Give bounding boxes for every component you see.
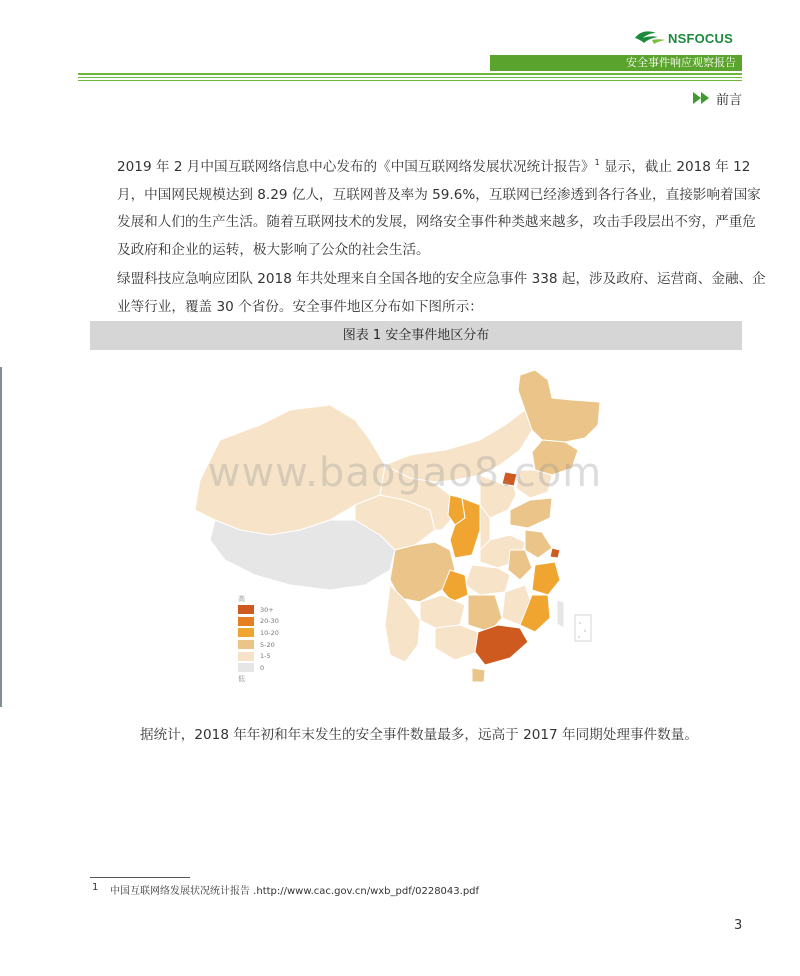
footnote-number: 1 (92, 882, 99, 893)
legend-high-label: 高 (238, 595, 245, 603)
map-region-taiwan (557, 600, 564, 628)
legend-item (238, 650, 279, 662)
summary-paragraph: 据统计，2018 年年初和年末发生的安全事件数量最多，远高于 2017 年同期处理事件数量。 (140, 727, 698, 743)
header-rule (78, 80, 742, 81)
legend-item (238, 604, 279, 616)
legend-swatch (238, 617, 254, 626)
nsfocus-logo (634, 26, 733, 50)
legend-swatch (238, 605, 254, 614)
legend-label: 1-5 (260, 652, 271, 661)
legend-item (238, 639, 279, 651)
logo-text: NSFOCUS (668, 30, 733, 46)
footnote-text[interactable]: 中国互联网络发展状况统计报告 .http://www.cac.gov.cn/wxb_pdf/0228043.pdf (110, 886, 480, 897)
map-region-hainan (472, 668, 485, 682)
figure-caption: 图表 1 安全事件地区分布 (90, 321, 742, 350)
footnote-ref[interactable]: 1 (594, 158, 600, 167)
logo-bird-icon (634, 29, 666, 47)
legend-label: 30+ (260, 605, 274, 614)
map-region-anhui (508, 550, 532, 580)
legend-label: 20-30 (260, 617, 279, 626)
map-region-shanghai (550, 548, 560, 558)
map-region-guangdong (475, 625, 528, 665)
page-edge-line (0, 367, 2, 707)
legend-item (238, 627, 279, 639)
legend-swatch (238, 663, 254, 672)
legend-swatch (238, 628, 254, 637)
legend-label: 0 (260, 663, 265, 672)
intro-text-end: 显示，截止 2018 年 12 月，中国网民规模达到 8.29 亿人，互联网普及率为 59.6%，互联网已经渗透到各行各业，直接影响着国家发展和人们的生产生活。随着互联网技术的发展，网络安全事件种类越来越多，攻击手段层出不穷，严重危及政府和企业的运转，极大影响了公众的社会生活。 (117, 159, 761, 258)
legend-label: 5-20 (260, 640, 275, 649)
legend-item (238, 662, 279, 674)
map-region-guangxi (435, 625, 478, 660)
map-legend (238, 594, 279, 684)
section-label (693, 89, 742, 107)
legend-swatch (238, 652, 254, 661)
legend-item (238, 616, 279, 628)
header-rule (78, 77, 742, 78)
map-region-jiangsu (525, 530, 552, 558)
intro-paragraph (90, 149, 769, 264)
report-title-band: 安全事件响应观察报告 (490, 55, 742, 71)
map-region-tibet (210, 520, 395, 590)
legend-low-label: 低 (238, 674, 245, 683)
map-region-guizhou (420, 595, 465, 628)
page-number: 3 (734, 918, 743, 933)
header-rule (78, 73, 742, 75)
legend-label: 10-20 (260, 628, 279, 637)
double-arrow-icon (693, 92, 711, 104)
map-region-hubei (465, 565, 510, 595)
watermark: www.baogao8.com (207, 450, 603, 496)
map-region-zhejiang (532, 562, 560, 595)
legend-swatch (238, 640, 254, 649)
statistics-paragraph: 绿盟科技应急响应团队 2018 年共处理来自全国各地的安全应急事件 338 起，涉及政府、运营商、金融、企业等行业，覆盖 30 个省份。安全事件地区分布如下图所示： (117, 271, 766, 315)
intro-text-start: 2019 年 2 月中国互联网络信息中心发布的《中国互联网络发展状况统计报告》 (117, 159, 595, 175)
footnote-divider (90, 877, 190, 878)
footnote (92, 882, 479, 897)
south-sea-inset (575, 615, 591, 641)
map-region-shandong (510, 498, 552, 528)
section-label-text: 前言 (716, 92, 743, 108)
